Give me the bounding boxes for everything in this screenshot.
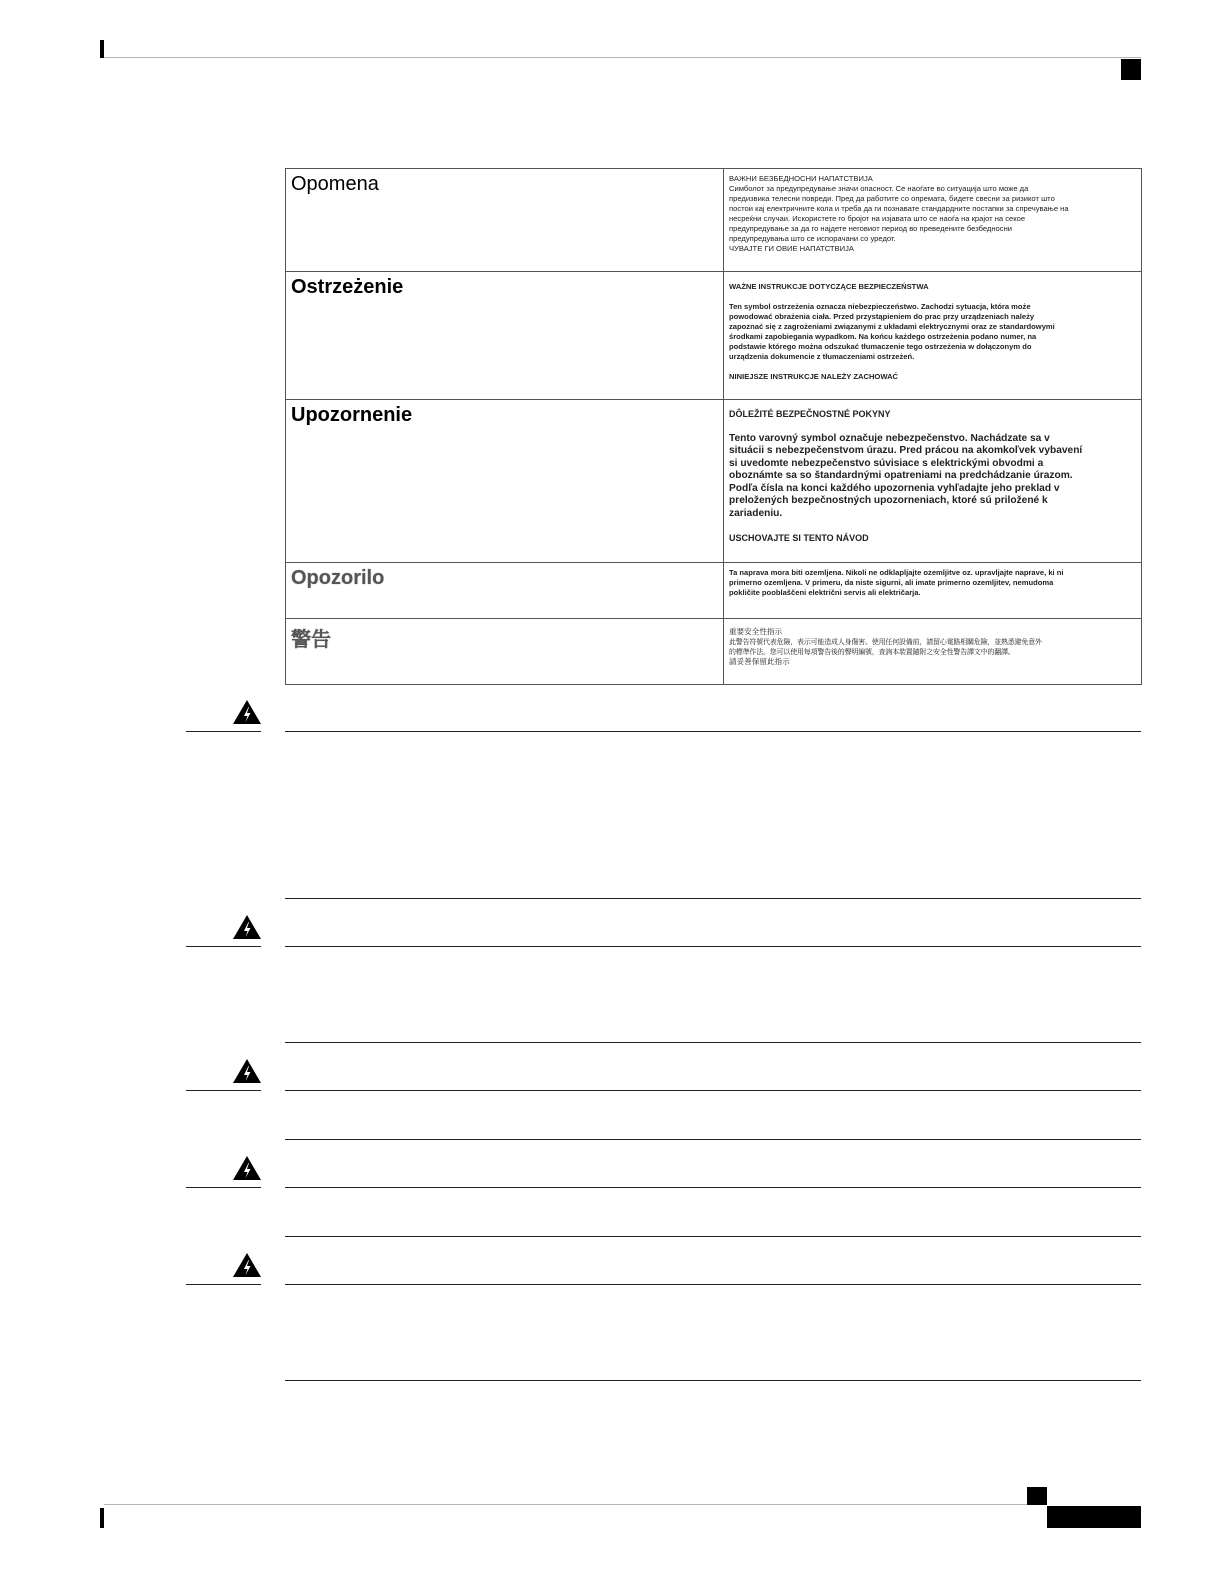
warning-line: środkami zapobiegania wypadkom. Na końcu każdego ostrzeżenia podano numer, na (729, 332, 1037, 341)
warning-text-cell (724, 400, 1142, 563)
warning-line: Симболот за предупредување значи опасност. Се наоѓате во ситуација што може да (729, 184, 1029, 193)
language-label: 警告 (286, 619, 724, 685)
warning-line: 重要安全性指示 (729, 627, 783, 636)
warning-top-rule (285, 1090, 1141, 1091)
table-row (286, 619, 1142, 685)
warning-line: предупредувања што се испорачани со уредот. (729, 234, 896, 243)
warning-triangle-icon (232, 699, 262, 725)
warning-line: 此警告符號代表危險，表示可能造成人身傷害。使用任何設備前，請留心電路相關危險，並熟悉避免意外 (729, 638, 1042, 646)
language-label: Opomena (286, 169, 724, 272)
footer-tick-mark (100, 1508, 104, 1528)
warning-line: 請妥善保留此指示 (729, 657, 790, 666)
warning-line: предизвика телесни повреди. Пред да работите со опремата, бидете свесни за ризикот што (729, 194, 1055, 203)
warning-line: предупредување за да го најдете неговиот период во преведените безбедносни (729, 224, 1012, 233)
table-row (286, 563, 1142, 619)
warning-text-cell (724, 563, 1142, 619)
language-label: Opozorilo (286, 563, 724, 619)
warning-bottom-rule (285, 1042, 1141, 1043)
warning-line: powodować obrażenia ciała. Przed przystąpieniem do prac przy urządzeniach należy (729, 312, 1035, 321)
warning-line: podstawie którego można odszukać tłumaczenie tego ostrzeżenia w dołączonym do (729, 342, 1032, 351)
warning-line: situácii s nebezpečenstvom úrazu. Pred prácou na akomkoľvek vybavení (729, 445, 1083, 456)
warning-bottom-rule (285, 898, 1141, 899)
warning-bottom-rule (285, 1139, 1141, 1140)
header-block-marker (1121, 59, 1141, 80)
warning-heading: WAŻNE INSTRUKCJE DOTYCZĄCE BEZPIECZEŃSTWA (729, 282, 929, 291)
footer-block-marker (1027, 1487, 1047, 1505)
warning-text-cell (724, 272, 1142, 400)
table-row (286, 400, 1142, 563)
warning-line: 的標準作法。您可以使用每項警告後的聲明編號，查詢本裝置隨附之安全性警告譯文中的翻譯。 (729, 648, 1015, 656)
warning-line: несреќни случаи. Искористете го бројот на изјавата што се наоѓа на крајот на секое (729, 214, 1026, 223)
warning-line: Ten symbol ostrzeżenia oznacza niebezpieczeństwo. Zachodzi sytuacja, która może (729, 302, 1031, 311)
warning-line: oboznámte sa so štandardnými opatreniami na predchádzanie úrazom. (729, 470, 1073, 481)
warning-line: zariadeniu. (729, 507, 783, 519)
warning-top-rule (285, 1284, 1141, 1285)
warning-bottom-rule (285, 1380, 1141, 1381)
warning-left-rule (186, 946, 261, 947)
table-row (286, 272, 1142, 400)
warning-line: primerno ozemljena. V primeru, da niste sigurni, ali imate primerno ozemljitev, nemudoma (729, 578, 1054, 587)
warning-triangle-icon (232, 1058, 262, 1084)
warning-left-rule (186, 731, 261, 732)
warning-line: zapoznać się z zagrożeniami związanymi z układami elektrycznymi oraz ze standardowymi (729, 322, 1055, 331)
warning-line: si uvedomte nebezpečenstvo súvisiace s elektrickými obvodmi a (729, 457, 1044, 469)
warning-line: Podľa čísla na konci každého upozornenia vyhľadajte jeho preklad v (729, 482, 1060, 494)
footer-rule (104, 1504, 1044, 1505)
warning-line: urządzenia dokumencie z tłumaczeniami ostrzeżeń. (729, 352, 915, 361)
warning-text-cell (724, 619, 1142, 685)
language-label: Ostrzeżenie (286, 272, 724, 400)
language-label: Upozornenie (286, 400, 724, 563)
warning-bottom-rule (285, 1236, 1141, 1237)
warning-left-rule (186, 1284, 261, 1285)
translated-warnings-table (285, 168, 1142, 685)
warning-footer: NINIEJSZE INSTRUKCJE NALEŻY ZACHOWAĆ (729, 372, 899, 381)
warning-left-rule (186, 1090, 261, 1091)
warning-triangle-icon (232, 914, 262, 940)
warning-triangle-icon (232, 1252, 262, 1278)
warning-left-rule (186, 1187, 261, 1188)
warning-line: постои кај електричните кола и треба да ги познавате стандардните постапки за спречување на (729, 204, 1069, 213)
warning-heading: DÔLEŽITÉ BEZPEČNOSTNÉ POKYNY (729, 409, 891, 419)
header-rule (104, 57, 1141, 58)
warning-line: pokličite pooblaščeni električni servis ali električarja. (729, 588, 921, 597)
warning-line: ЧУВАЈТЕ ГИ ОВИЕ НАПАТСТВИЈА (729, 244, 854, 253)
warning-line: ВАЖНИ БЕЗБЕДНОСНИ НАПАТСТВИЈА (729, 174, 873, 183)
warning-top-rule (285, 731, 1141, 732)
header-tick-mark (100, 40, 104, 58)
warning-line: preložených bezpečnostných upozorneniach, ktoré sú priložené k (729, 495, 1048, 506)
footer-page-tab (1047, 1506, 1141, 1528)
warning-top-rule (285, 1187, 1141, 1188)
warning-line: Tento varovný symbol označuje nebezpečenstvo. Nachádzate sa v (729, 432, 1050, 444)
warning-text-cell (724, 169, 1142, 272)
warning-footer: USCHOVAJTE SI TENTO NÁVOD (729, 533, 869, 543)
warning-top-rule (285, 946, 1141, 947)
warning-triangle-icon (232, 1155, 262, 1181)
warning-line: Ta naprava mora biti ozemljena. Nikoli ne odklapljajte ozemljitve oz. upravljajte naprave, ki ni (729, 568, 1064, 577)
table-row (286, 169, 1142, 272)
